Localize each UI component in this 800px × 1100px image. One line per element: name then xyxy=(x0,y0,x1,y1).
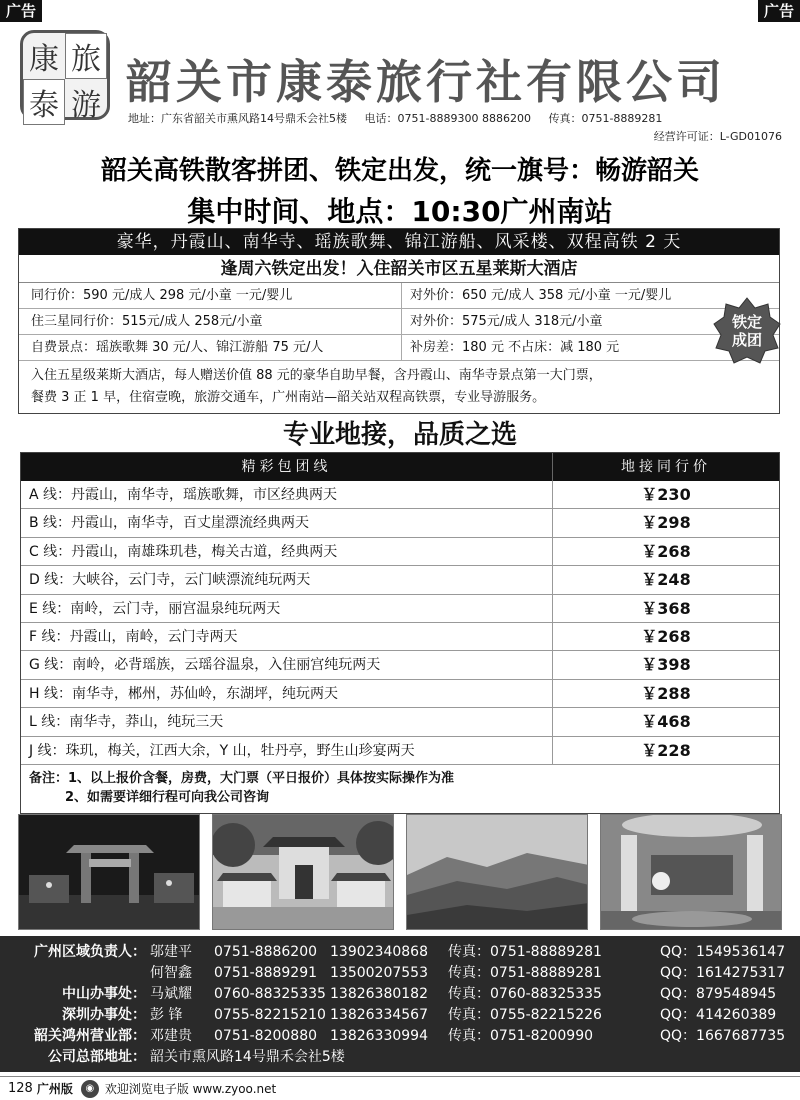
route: B 线：丹霞山，南华寺，百丈崖漂流经典两天 xyxy=(21,509,553,536)
contact-fax: 传真：0755-82215226 xyxy=(448,1007,602,1023)
hq-label: 公司总部地址： xyxy=(48,1049,146,1065)
footer-text: 欢迎浏览电子版 www.zyoo.net xyxy=(104,1081,277,1096)
hq-address: 韶关市熏风路14号鼎禾会社5楼 xyxy=(150,1049,345,1065)
ad-label-right: 广告 xyxy=(758,0,800,22)
contact-phone: 0751-8200880 xyxy=(214,1028,318,1044)
route: F 线：丹霞山，南岭，云门寺两天 xyxy=(21,623,553,650)
contact-qq: QQ：1667687735 xyxy=(660,1028,786,1044)
price: ￥288 xyxy=(641,683,691,703)
license-number: 经营许可证：L-GD01076 xyxy=(653,130,782,143)
note-line: 2、如需要详细行程可向我公司咨询 xyxy=(65,789,270,805)
table-row xyxy=(21,509,779,537)
company-logo xyxy=(20,30,110,123)
price: ￥398 xyxy=(641,655,691,675)
header-price: 地接同行价 xyxy=(621,459,711,475)
route: J 线：珠玑，梅关，江西大余，Y 山，牡丹亭，野生山珍宴两天 xyxy=(21,737,553,764)
header xyxy=(0,22,800,144)
logo-char: 康 xyxy=(29,42,59,77)
contact-row xyxy=(14,963,800,984)
contact-mobile: 13826330994 xyxy=(330,1028,428,1044)
headline-meeting: 集中时间、地点：10:30广州南站 xyxy=(187,195,613,228)
note-line: 备注：1、以上报价含餐，房费，大门票（平日报价）具体按实际操作为准 xyxy=(29,770,455,786)
contact-row xyxy=(14,1005,800,1026)
table-header xyxy=(21,453,779,481)
logo-char: 泰 xyxy=(23,79,65,125)
magazine-edition: 广州版 xyxy=(36,1081,73,1096)
logo-char: 游 xyxy=(71,88,101,123)
table-row xyxy=(21,595,779,623)
package-description xyxy=(19,361,779,413)
price-row xyxy=(19,283,779,309)
route: H 线：南华寺，郴州，苏仙岭，东湖坪，纯玩两天 xyxy=(21,680,553,707)
contact-qq: QQ：879548945 xyxy=(660,986,777,1002)
route: C 线：丹霞山，南雄珠玑巷，梅关古道，经典两天 xyxy=(21,538,553,565)
price: ￥468 xyxy=(641,712,691,732)
price-row xyxy=(19,335,779,361)
fax: 传真：0751-8889281 xyxy=(548,112,663,125)
route: L 线：南华寺，莽山，纯玩三天 xyxy=(21,708,553,735)
contact-name: 彭 锋 xyxy=(150,1007,183,1023)
contact-role: 韶关鸿州营业部： xyxy=(34,1028,146,1044)
notes xyxy=(21,765,779,813)
table-row xyxy=(21,708,779,736)
contact-role: 深圳办事处： xyxy=(62,1007,146,1023)
contact-fax: 传真：0751-88889281 xyxy=(448,965,602,981)
table-row xyxy=(21,651,779,679)
contact-fax: 传真：0760-88325335 xyxy=(448,986,602,1002)
photo-hotel-lobby xyxy=(600,814,782,930)
logo-char: 旅 xyxy=(65,33,107,79)
package-box xyxy=(18,228,780,414)
contacts-panel xyxy=(0,936,800,1072)
badge-line: 成团 xyxy=(731,331,762,349)
contact-phone: 0751-8886200 xyxy=(214,944,318,960)
contact-role: 中山办事处： xyxy=(62,986,146,1002)
badge-text xyxy=(712,313,782,349)
price: ￥368 xyxy=(641,598,691,618)
table-row xyxy=(21,566,779,594)
price: ￥268 xyxy=(641,541,691,561)
header-routes: 精彩包团线 xyxy=(21,453,553,481)
photo-night-archway xyxy=(18,814,200,930)
contact-fax: 传真：0751-88889281 xyxy=(448,944,602,960)
photo-strip xyxy=(18,814,782,930)
description-line: 入住五星级莱斯大酒店，每人赠送价值 88 元的豪华自助早餐，含丹霞山、南华寺景点第一大门票， xyxy=(31,368,602,383)
contact-mobile: 13826334567 xyxy=(330,1007,428,1023)
hq-row xyxy=(14,1047,800,1068)
price: ￥298 xyxy=(641,513,691,533)
contact-row xyxy=(14,984,800,1005)
price-cell: 住三星同行价：515元/成人 258元/小童 xyxy=(19,309,402,334)
ad-label-left: 广告 xyxy=(0,0,42,22)
contact-name: 邓建贵 xyxy=(150,1028,192,1044)
price-cell: 补房差：180 元 不占床：减 180 元 xyxy=(410,340,620,355)
contact-name: 邬建平 xyxy=(150,944,192,960)
price: ￥248 xyxy=(641,570,691,590)
address: 地址：广东省韶关市熏风路14号鼎禾会社5楼 xyxy=(128,112,347,125)
price: ￥268 xyxy=(641,626,691,646)
contact-name: 何智鑫 xyxy=(150,965,192,981)
table-row xyxy=(21,538,779,566)
price-cell: 对外价：650 元/成人 358 元/小童 一元/婴儿 xyxy=(410,288,672,303)
contact-role xyxy=(14,963,150,984)
contact-phone: 0755-82215210 xyxy=(214,1007,326,1023)
contact-phone: 0760-88325335 xyxy=(214,986,326,1002)
contact-qq: QQ：1549536147 xyxy=(660,944,786,960)
route: A 线：丹霞山，南华寺，瑶族歌舞，市区经典两天 xyxy=(21,481,553,508)
price: ￥230 xyxy=(641,485,691,504)
contact-qq: QQ：414260389 xyxy=(660,1007,777,1023)
price-cell: 同行价：590 元/成人 298 元/小童 一元/婴儿 xyxy=(19,283,402,308)
table-row xyxy=(21,737,779,765)
description-line: 餐费 3 正 1 早，住宿壹晚，旅游交通车，广州南站—韶关站双程高铁票，专业导游服务。 xyxy=(31,390,546,405)
table-row xyxy=(21,680,779,708)
page-number: 128 xyxy=(8,1080,33,1096)
headline-primary: 韶关高铁散客拼团、铁定出发，统一旗号：畅游韶关 xyxy=(100,156,699,186)
phone: 电话：0751-8889300 8886200 xyxy=(364,112,531,125)
contact-name: 马斌耀 xyxy=(150,986,192,1002)
package-subtitle: 逢周六铁定出发！入住韶关市区五星莱斯大酒店 xyxy=(19,255,779,283)
badge-line: 铁定 xyxy=(731,313,762,331)
table-row xyxy=(21,623,779,651)
contact-phone: 0751-8889291 xyxy=(214,965,318,981)
section-title: 专业地接，品质之选 xyxy=(282,420,517,450)
route: E 线：南岭，云门寺，丽宫温泉纯玩两天 xyxy=(21,595,553,622)
contact-mobile: 13902340868 xyxy=(330,944,428,960)
contact-fax: 传真：0751-8200990 xyxy=(448,1028,594,1044)
contact-line xyxy=(128,110,676,126)
route: G 线：南岭，必背瑶族，云瑶谷温泉，入住丽宫纯玩两天 xyxy=(21,651,553,678)
photo-temple-gate xyxy=(212,814,394,930)
magazine-logo-icon: ◉ xyxy=(81,1080,99,1098)
contact-row xyxy=(14,942,800,963)
price-cell: 对外价：575元/成人 318元/小童 xyxy=(410,314,603,329)
table-row xyxy=(21,481,779,509)
company-name: 韶关市康泰旅行社有限公司 xyxy=(126,55,726,109)
price-row xyxy=(19,309,779,335)
contact-mobile: 13826380182 xyxy=(330,986,428,1002)
contact-qq: QQ：1614275317 xyxy=(660,965,786,981)
page-footer xyxy=(0,1076,800,1100)
tour-lines-table xyxy=(20,452,780,814)
contact-role: 广州区域负责人： xyxy=(34,944,146,960)
price: ￥228 xyxy=(641,740,691,760)
contact-mobile: 13500207553 xyxy=(330,965,428,981)
photo-mountains xyxy=(406,814,588,930)
price-cell: 自费景点：瑶族歌舞 30 元/人、锦江游船 75 元/人 xyxy=(19,335,402,360)
route: D 线：大峡谷，云门寺，云门峡漂流纯玩两天 xyxy=(21,566,553,593)
package-title: 豪华，丹霞山、南华寺、瑶族歌舞、锦江游船、风采楼、双程高铁 2 天 xyxy=(19,229,779,255)
contact-row xyxy=(14,1026,800,1047)
